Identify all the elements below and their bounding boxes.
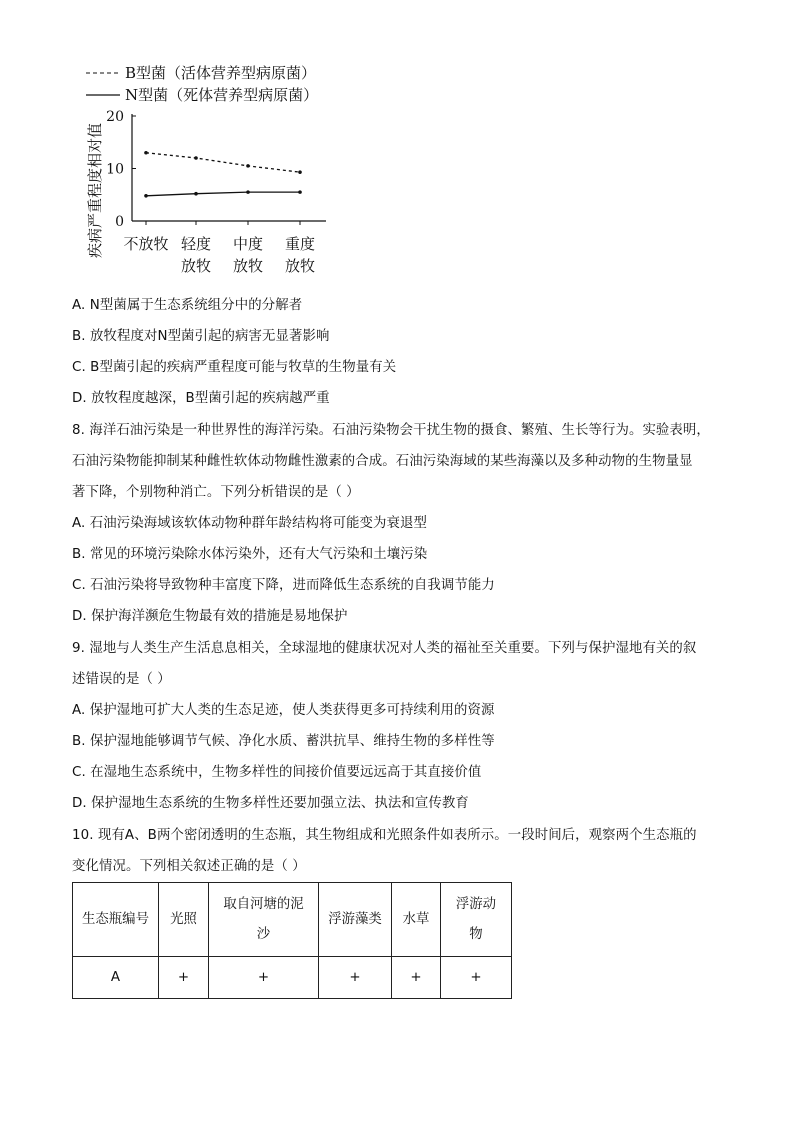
series-b-point: [246, 164, 250, 168]
q8-stem-line-1: 8. 海洋石油污染是一种世界性的海洋污染。石油污染物会干扰生物的摄食、繁殖、生长等行为。实验表明，: [72, 423, 710, 438]
q8-option-a[interactable]: A. 石油污染海域该软体动物种群年龄结构将可能变为衰退型: [72, 516, 428, 531]
table-cell: +: [441, 957, 512, 999]
x-tick-label: 放牧: [232, 257, 264, 275]
header-text: 水草: [402, 911, 430, 927]
x-tick-label: 轻度: [180, 235, 212, 253]
series-b-line: [146, 153, 300, 172]
y-tick-label: 20: [106, 109, 124, 125]
table-cell: A: [73, 957, 159, 999]
table-cell: +: [209, 957, 319, 999]
q9-option-c[interactable]: C. 在湿地生态系统中，生物多样性的间接价值要远远高于其直接价值: [72, 765, 482, 780]
q10-stem-line-2: 变化情况。下列相关叙述正确的是（ ）: [72, 859, 306, 874]
header-text: 生态瓶编号: [82, 911, 149, 927]
x-tick-label: 重度: [284, 235, 316, 253]
q8-option-b[interactable]: B. 常见的环境污染除水体污染外，还有大气污染和土壤污染: [72, 547, 428, 562]
header-text: 沙: [256, 926, 271, 942]
q8-option-d[interactable]: D. 保护海洋濒危生物最有效的措施是易地保护: [72, 609, 348, 624]
q9-option-d[interactable]: D. 保护湿地生态系统的生物多样性还要加强立法、执法和宣传教育: [72, 796, 469, 811]
header-bottle-id: [73, 883, 159, 957]
table-row: [73, 957, 512, 999]
q8-stem-line-2: 石油污染物能抑制某种雌性软体动物雌性激素的合成。石油污染海域的某些海藻以及多种动物的生物量显: [72, 454, 693, 469]
x-tick-label: 放牧: [180, 257, 212, 275]
table-cell: +: [392, 957, 441, 999]
header-light: [159, 883, 209, 957]
q7-option-c[interactable]: C. B型菌引起的疾病严重程度可能与牧草的生物量有关: [72, 360, 397, 375]
header-text: 浮游藻类: [328, 911, 382, 927]
series-n-point: [298, 190, 302, 194]
header-water-grass: [392, 883, 441, 957]
y-axis-label: 疾病严重程度相对值: [86, 122, 104, 258]
series-n-point: [246, 190, 250, 194]
q9-stem-line-1: 9. 湿地与人类生产生活息息相关，全球湿地的健康状况对人类的福祉至关重要。下列与保护湿地有关的叙: [72, 641, 697, 656]
header-pond-sand: [209, 883, 319, 957]
ecobottle-table: [72, 882, 512, 999]
x-tick-label: 不放牧: [123, 235, 169, 253]
table-cell: +: [159, 957, 209, 999]
grazing-chart: [78, 62, 358, 292]
series-n-point: [194, 192, 198, 196]
header-text: 浮游动: [455, 896, 497, 912]
header-text: 物: [469, 926, 483, 942]
x-tick-label: 放牧: [284, 257, 316, 275]
x-tick-label: 中度: [232, 235, 264, 253]
legend-entry: B型菌（活体营养型病原菌）: [125, 64, 317, 82]
q8-stem-line-3: 著下降，个别物种消亡。下列分析错误的是（ ）: [72, 485, 360, 500]
y-tick-label: 10: [106, 161, 124, 178]
q9-stem-line-2: 述错误的是（ ）: [72, 672, 171, 687]
y-tick-label: 0: [115, 214, 124, 230]
table-header-row: [73, 883, 512, 957]
series-b-point: [144, 151, 148, 155]
series-b-point: [298, 170, 302, 174]
q9-option-a[interactable]: A. 保护湿地可扩大人类的生态足迹，使人类获得更多可持续利用的资源: [72, 703, 495, 718]
header-zooplankton: [441, 883, 512, 957]
q7-option-b[interactable]: B. 放牧程度对N型菌引起的病害无显著影响: [72, 329, 330, 344]
legend-entry: N型菌（死体营养型病原菌）: [125, 86, 319, 104]
header-text: 取自河塘的泥: [223, 896, 304, 912]
q7-option-a[interactable]: A. N型菌属于生态系统组分中的分解者: [72, 298, 303, 313]
series-n-point: [144, 194, 148, 198]
series-n-line: [146, 192, 300, 196]
q9-option-b[interactable]: B. 保护湿地能够调节气候、净化水质、蓄洪抗旱、维持生物的多样性等: [72, 734, 495, 749]
table-cell: +: [319, 957, 392, 999]
q10-stem-line-1: 10. 现有A、B两个密闭透明的生态瓶，其生物组成和光照条件如表所示。一段时间后，观察两个生态瓶的: [72, 828, 697, 843]
header-plankton-algae: [319, 883, 392, 957]
chart-svg: [78, 62, 358, 292]
series-b-point: [194, 156, 198, 160]
q7-option-d[interactable]: D. 放牧程度越深，B型菌引起的疾病越严重: [72, 391, 330, 406]
header-text: 光照: [170, 911, 197, 927]
q8-option-c[interactable]: C. 石油污染将导致物种丰富度下降，进而降低生态系统的自我调节能力: [72, 578, 495, 593]
